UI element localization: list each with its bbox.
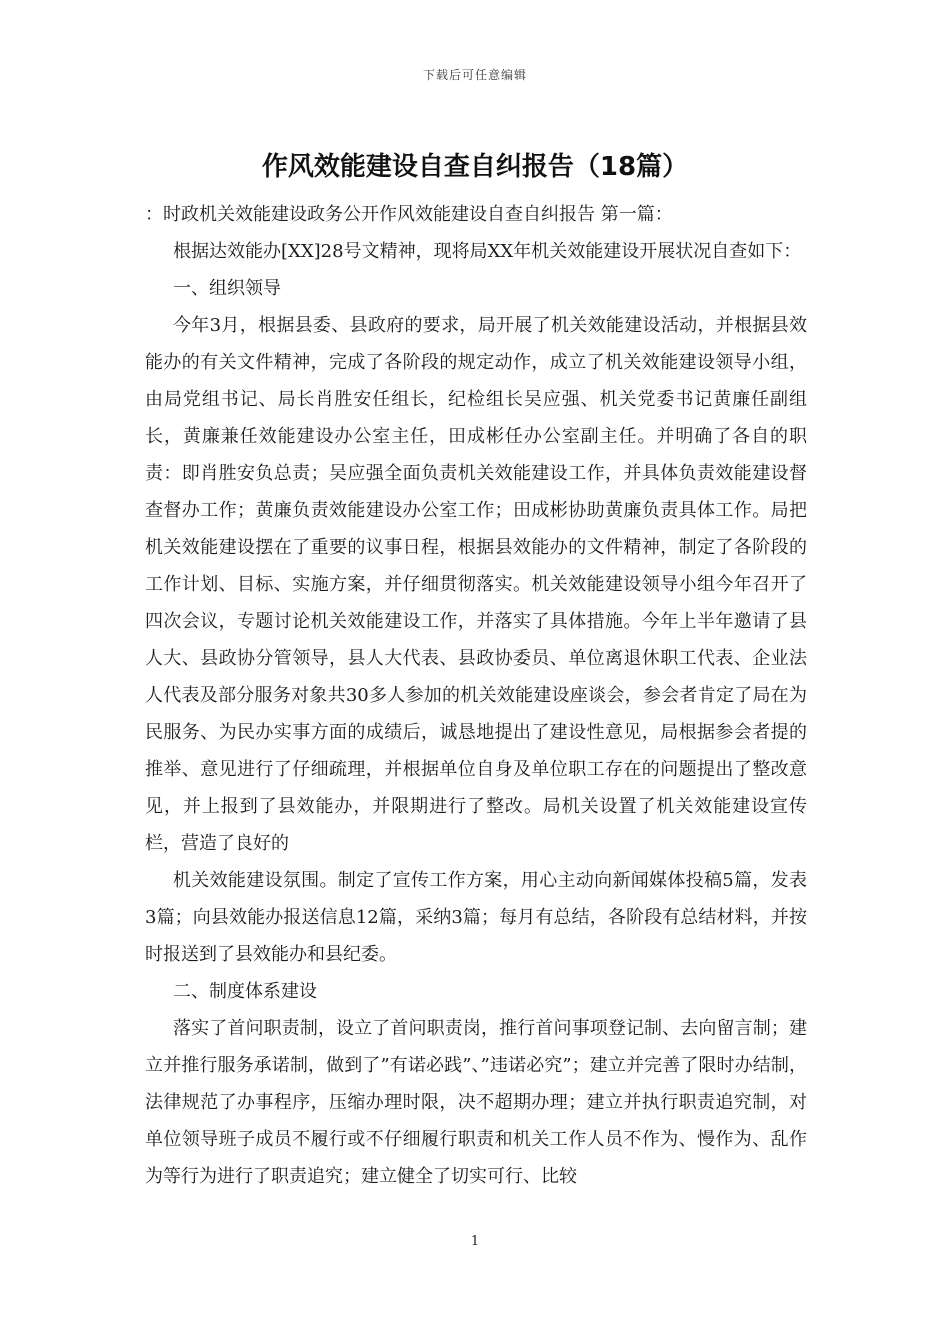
page-header: 下载后可任意编辑 (422, 68, 527, 82)
section-heading-system: 二、制度体系建设 (173, 981, 317, 1002)
body-paragraph: 落实了首问职责制，设立了首问职责岗，推行首问事项登记制、去向留言制；建立并推行服务承诺制，做到了”有诺必践”、”违诺必究”；建立并完善了限时办结制，法律规范了办事程序，压缩办理时限，决不超期办理；建立并执行职责追究制，对单位领导班子成员不履行或不仔细履行职责和机关工作人员不作为、慢作为、乱作为等行为进行了职责追究；建立健全了切实可行、比较 (145, 1018, 807, 1187)
body-paragraph: 今年3月，根据县委、县政府的要求，局开展了机关效能建设活动，并根据县效能办的有关文件精神，完成了各阶段的规定动作，成立了机关效能建设领导小组，由局党组书记、局长肖胜安任组长，纪检组长吴应强、机关党委书记黄廉任副组长，黄廉兼任效能建设办公室主任，田成彬任办公室副主任。并明确了各自的职责：即肖胜安负总责；吴应强全面负责机关效能建设工作，并具体负责效能建设督查督办工作；黄廉负责效能建设办公室工作；田成彬协助黄廉负责具体工作。局把机关效能建设摆在了重要的议事日程，根据县效能办的文件精神，制定了各阶段的工作计划、目标、实施方案，并仔细贯彻落实。机关效能建设领导小组今年召开了四次会议，专题讨论机关效能建设工作，并落实了具体措施。今年上半年邀请了县人大、县政协分管领导，县人大代表、县政协委员、单位离退休职工代表、企业法人代表及部分服务对象共30多人参加的机关效能建设座谈会，参会者肯定了局在为民服务、为民办实事方面的成绩后，诚恳地提出了建设性意见，局根据参会者提的推举、意见进行了仔细疏理，并根据单位自身及单位职工存在的问题提出了整改意见，并上报到了县效能办，并限期进行了整改。局机关设置了机关效能建设宣传栏，营造了良好的 (145, 315, 807, 854)
body-paragraph: 根据达效能办[XX]28号文精神，现将局XX年机关效能建设开展状况自查如下： (173, 241, 802, 262)
intro-paragraph: ：时政机关效能建设政务公开作风效能建设自查自纠报告 第一篇： (145, 204, 673, 225)
section-heading-organization: 一、组织领导 (173, 278, 281, 299)
document-title: 作风效能建设自查自纠报告（18篇） (261, 152, 689, 182)
body-paragraph: 机关效能建设氛围。制定了宣传工作方案，用心主动向新闻媒体投稿5篇，发表3篇；向县效能办报送信息12篇，采纳3篇；每月有总结，各阶段有总结材料，并按时报送到了县效能办和县纪委。 (145, 870, 807, 965)
page-number: 1 (470, 1234, 480, 1249)
document-body (145, 196, 807, 1195)
